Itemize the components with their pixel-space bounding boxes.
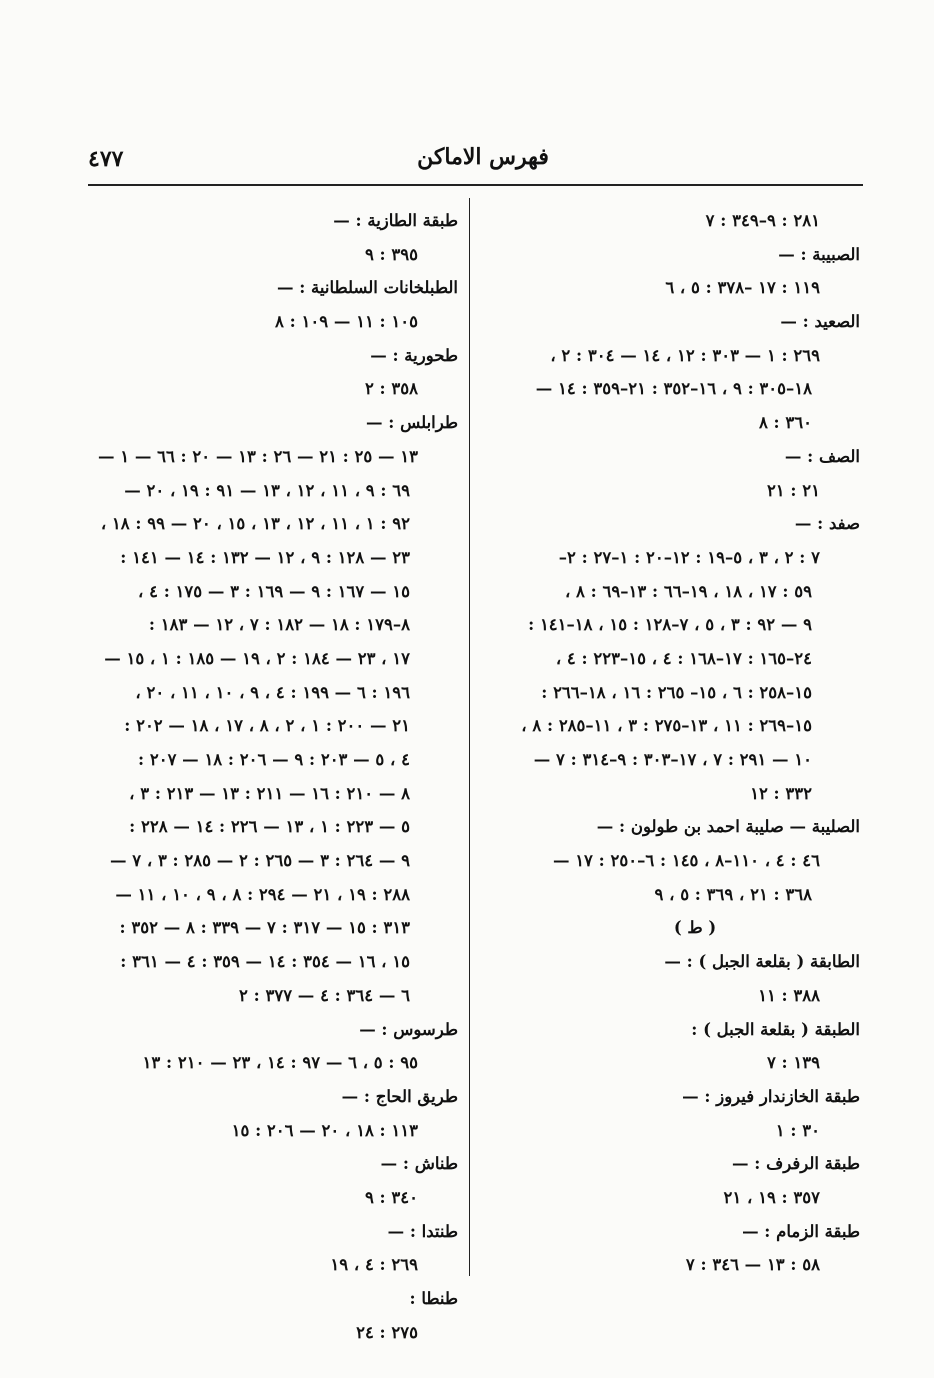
index-entry-references: ١١٩ : ١٧ –٣٧٨ : ٥ ، ٦: [665, 278, 820, 298]
index-entry-heading: طبقة الزمام : —: [742, 1221, 860, 1241]
header-rule: [88, 184, 863, 186]
index-entry-references: ٢٧٥ : ٢٤: [356, 1322, 418, 1342]
index-entry-heading: الطبلخانات السلطانية : —: [276, 278, 458, 298]
index-entry-references: ٣٦٠ : ٨: [758, 413, 812, 433]
index-entry-heading: طبقة الرفرف : —: [732, 1154, 860, 1174]
section-letter-heading: ( ط ): [673, 918, 717, 938]
index-entry-references: ٣٥٨ : ٢: [364, 379, 418, 399]
index-entry-references: ١٠ — ٢٩١ : ٧ ، ١٧–٣٠٣ : ٩–٣١٤ : ٧ —: [533, 750, 812, 769]
index-entry-references: ٨ — ٢١٠ : ١٦ — ٢١١ : ١٣ — ٢١٣ : ٣ ،: [129, 783, 410, 803]
index-entry-references: ٣٠ : ١: [775, 1120, 820, 1140]
left-column: [88, 204, 458, 1349]
index-entry-references: ٥٨ : ١٣ — ٣٤٦ : ٧: [685, 1255, 820, 1275]
index-entry-references: ٥ — ٢٢٣ : ١ ، ١٣ — ٢٢٦ : ١٤ — ٢٢٨ :: [129, 817, 410, 837]
index-entry-references: ١٧ ، ٢٣ — ١٨٤ : ٢ ، ١٩ — ١٨٥ : ١ ، ١٥ —: [104, 648, 410, 668]
index-entry-heading: طبقة الخازندار فيروز : —: [682, 1086, 860, 1106]
column-divider: [469, 198, 470, 1276]
index-entry-heading: الطبقة ( بقلعة الجبل ) :: [691, 1019, 860, 1039]
index-entry-heading: الصعيد : —: [780, 312, 860, 332]
index-entry-heading: طنتدا : —: [387, 1221, 458, 1241]
index-entry-heading: طنطا :: [409, 1289, 458, 1308]
index-entry-heading: طبقة الطازية : —: [333, 211, 458, 230]
index-entry-references: ٢٦٩ : ١ — ٣٠٣ : ١٢ ، ١٤ — ٣٠٤ : ٢ ،: [550, 345, 820, 365]
page-number: ٤٧٧: [88, 146, 124, 172]
index-entry-heading: طحورية : —: [370, 345, 458, 365]
index-entry-references: ٣٦٨ : ٢١ ، ٣٦٩ : ٥ ، ٩: [654, 884, 812, 904]
index-entry-heading: صفد : —: [794, 514, 860, 534]
index-entry-references: ٩ — ٩٢ : ٣ ، ٥ ، ٧–١٢٨ : ١٥ ، ١٨–١٤١ :: [528, 615, 812, 635]
index-entry-references: ١١٣ : ١٨ ، ٢٠ — ٢٠٦ : ١٥: [231, 1120, 418, 1140]
page-header: [88, 140, 863, 182]
index-entry-references: ٣٤٠ : ٩: [364, 1187, 418, 1207]
index-entry-heading: الصف : —: [784, 446, 860, 466]
index-entry-references: ٢١ : ٢١: [766, 480, 820, 500]
index-entry-references: ٢٣ — ١٢٨ : ٩ ، ١٢ — ١٣٢ : ١٤ — ١٤١ :: [120, 547, 410, 567]
index-entry-references: ١٠٥ : ١١ — ١٠٩ : ٨: [275, 312, 418, 332]
index-entry-references: ١٥ ، ١٦ — ٣٥٤ : ١٤ — ٣٥٩ : ٤ — ٣٦١ :: [120, 952, 410, 972]
index-entry-references: ٣٣٢ : ١٢: [750, 783, 812, 803]
index-entry-heading: طرسوس : —: [359, 1019, 458, 1039]
index-entry-heading: طناش : —: [380, 1154, 458, 1174]
index-entry-heading: طريق الحاج : —: [341, 1086, 458, 1106]
index-entry-references: ٦ — ٣٦٤ : ٤ — ٣٧٧ : ٢: [239, 985, 410, 1005]
index-entry-heading: طرابلس : —: [366, 413, 458, 433]
index-entry-references: ٦٩ : ٩ ، ١١ ، ١٢ ، ١٣ — ٩١ : ١٩ ، ٢٠ —: [124, 480, 410, 500]
index-entry-references: ١٨–٣٠٥ : ٩ ، ١٦–٣٥٢ : ٢١–٣٥٩ : ١٤ —: [535, 379, 812, 399]
index-entry-references: ٨–١٧٩ : ١٨ — ١٨٢ : ٧ ، ١٢ — ١٨٣ :: [148, 615, 410, 635]
index-entry-references: ٣٩٥ : ٩: [364, 244, 418, 264]
index-entry-references: ١٣ — ٢٥ : ٢١ — ٢٦ : ١٣ — ٢٠ : ٦٦ — ١ —: [97, 446, 418, 466]
index-entry-references: ١٣٩ : ٧: [766, 1053, 820, 1073]
index-entry-references: ٩ — ٢٦٤ : ٣ — ٢٦٥ : ٢ — ٢٨٥ : ٣ ، ٧ —: [109, 851, 410, 871]
index-entry-references: ٩٥ : ٥ ، ٦ — ٩٧ : ١٤ ، ٢٣ — ٢١٠ : ١٣: [142, 1053, 418, 1073]
index-entry-references: ١٥–٢٦٩ : ١١ ، ١٣–٢٧٥ : ٣ ، ١١–٢٨٥ : ٨ ،: [521, 716, 812, 736]
index-entry-references: ٣٥٧ : ١٩ ، ٢١: [723, 1187, 820, 1207]
index-entry-references: ١٩٦ : ٦ — ١٩٩ : ٤ ، ٩ ، ١٠ ، ١١ ، ٢٠ ،: [135, 682, 410, 702]
index-entry-references: ٧ : ٢ ، ٣ ، ٥–١٩ : ١٢–٢٠ : ١–٢٧ : ٢–: [558, 547, 820, 567]
index-entry-references: ٩٢ : ١ ، ١١ ، ١٢ ، ١٣ ، ١٥ ، ٢٠ — ٩٩ : ١٨ ،: [100, 514, 410, 534]
index-entry-references: ٥٩ : ١٧ ، ١٨ ، ١٩–٦٦ : ١٣–٦٩ : ٨ ،: [564, 581, 812, 601]
index-entry-references: ٢٦٩ : ٤ ، ١٩: [330, 1255, 418, 1275]
index-entry-heading: الطابقة ( بقلعة الجبل ) : —: [664, 952, 860, 972]
index-entry-references: ٤ ، ٥ — ٢٠٣ : ٩ — ٢٠٦ : ١٨ — ٢٠٧ :: [138, 750, 410, 769]
index-entry-references: ٢٤–١٦٥ : ١٧–١٦٨ : ٤ ، ١٥–٢٢٣ : ٤ ،: [555, 648, 812, 668]
index-entry-references: ١٥–٢٥٨ : ٦ ، ١٥– ٢٦٥ : ١٦ ، ١٨–٢٦٦ :: [541, 682, 812, 702]
index-entry-references: ٢١ — ٢٠٠ : ١ ، ٢ ، ٨ ، ١٧ ، ١٨ — ٢٠٢ :: [124, 716, 410, 736]
right-column: [490, 204, 860, 1282]
index-entry-heading: الصبيبة : —: [778, 244, 860, 264]
index-entry-references: ٣١٣ : ١٥ — ٣١٧ : ٧ — ٣٣٩ : ٨ — ٣٥٢ :: [119, 918, 410, 938]
index-entry-references: ٤٦ : ٤ ، ١١٠–٨ ، ١٤٥ : ٦–٢٥٠ : ١٧ —: [552, 851, 820, 871]
index-entry-references: ٢٨٨ : ١٩ ، ٢١ — ٢٩٤ : ٨ ، ٩ ، ١٠ ، ١١ —: [115, 884, 410, 904]
index-entry-heading: الصليبة — صليبة احمد بن طولون : —: [596, 817, 860, 837]
index-entry-references: ١٥ — ١٦٧ : ٩ — ١٦٩ : ٣ — ١٧٥ : ٤ ،: [138, 581, 410, 601]
index-entry-references: ٢٨١ : ٩–٣٤٩ : ٧: [705, 211, 820, 230]
page-title: فهرس الاماكن: [417, 144, 549, 170]
index-entry-references: ٣٨٨ : ١١: [758, 985, 820, 1005]
